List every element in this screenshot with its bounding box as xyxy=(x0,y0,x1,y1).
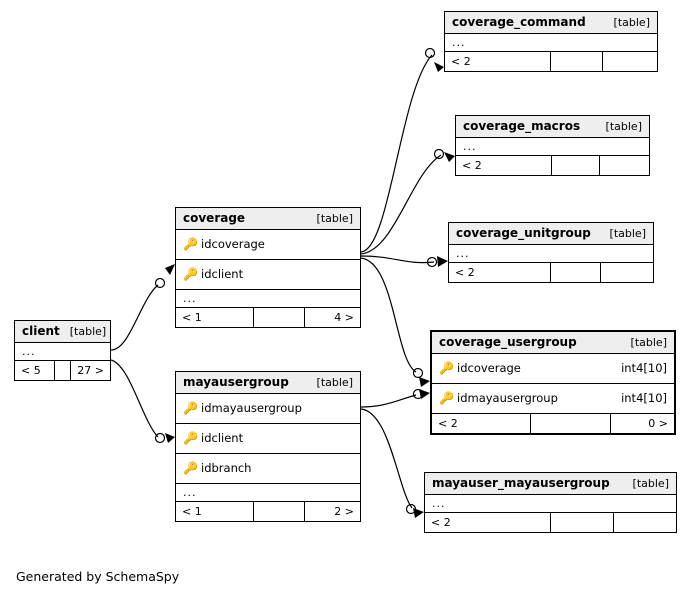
column-name: idmayausergroup xyxy=(457,391,558,405)
table-ellipsis-row xyxy=(449,245,653,263)
table-header xyxy=(432,332,674,354)
table-name: coverage_macros xyxy=(463,119,581,133)
table-column-row[interactable] xyxy=(432,384,674,414)
footer-right xyxy=(601,263,653,282)
footer-right xyxy=(614,513,676,532)
table-header xyxy=(15,321,110,343)
table-column-row[interactable] xyxy=(432,354,674,384)
table-node-client[interactable] xyxy=(14,320,111,381)
table-name: coverage_usergroup xyxy=(439,335,577,349)
footer-right xyxy=(603,52,657,71)
primary-key-icon: 🔑 xyxy=(183,237,198,251)
footer-right xyxy=(600,156,649,175)
table-ellipsis-row xyxy=(15,343,110,361)
footer-left: < 1 xyxy=(176,308,254,327)
table-tag: [table] xyxy=(605,120,642,133)
table-header xyxy=(445,12,657,34)
table-header xyxy=(449,223,653,245)
table-node-mayauser-mayausergroup[interactable] xyxy=(424,472,677,533)
column-name: idclient xyxy=(201,267,244,281)
table-column-row[interactable] xyxy=(176,454,360,484)
table-header xyxy=(176,372,360,394)
footer-left: < 2 xyxy=(432,414,531,433)
table-header xyxy=(425,473,676,495)
table-header xyxy=(456,116,649,138)
table-tag: [table] xyxy=(316,376,353,389)
ellipsis-label: ... xyxy=(456,247,470,260)
table-ellipsis-row xyxy=(425,495,676,513)
footer-middle xyxy=(254,502,305,521)
primary-key-icon: 🔑 xyxy=(439,391,454,405)
footer-right: 0 > xyxy=(648,417,668,430)
table-node-coverage[interactable] xyxy=(175,207,361,328)
footer-middle xyxy=(552,156,601,175)
column-name: idmayausergroup xyxy=(201,401,302,415)
foreign-key-icon: 🔑 xyxy=(183,267,198,281)
column-name: idcoverage xyxy=(457,361,521,375)
table-node-coverage-unitgroup[interactable] xyxy=(448,222,654,283)
table-column-row[interactable] xyxy=(176,260,360,290)
foreign-key-icon: 🔑 xyxy=(183,431,198,445)
table-node-coverage-macros[interactable] xyxy=(455,115,650,176)
footer-right: 2 > xyxy=(334,505,354,518)
table-footer xyxy=(425,513,676,532)
column-name: idclient xyxy=(201,431,244,445)
footer-middle xyxy=(254,308,305,327)
table-footer xyxy=(432,414,674,433)
table-node-mayausergroup[interactable] xyxy=(175,371,361,522)
primary-key-icon: 🔑 xyxy=(439,361,454,375)
generated-by-label: Generated by SchemaSpy xyxy=(16,569,180,584)
table-ellipsis-row xyxy=(456,138,649,156)
ellipsis-label: ... xyxy=(452,36,466,49)
table-column-row[interactable] xyxy=(176,424,360,454)
table-header xyxy=(176,208,360,230)
table-ellipsis-row xyxy=(445,34,657,52)
table-column-row[interactable] xyxy=(176,394,360,424)
footer-middle xyxy=(551,52,604,71)
footer-middle xyxy=(551,513,614,532)
table-node-coverage-usergroup[interactable] xyxy=(430,330,676,435)
table-ellipsis-row xyxy=(176,290,360,308)
foreign-key-icon: 🔑 xyxy=(183,461,198,475)
footer-middle xyxy=(55,361,71,380)
table-tag: [table] xyxy=(609,227,646,240)
table-tag: [table] xyxy=(316,212,353,225)
table-name: client xyxy=(22,324,60,338)
column-type: int4[10] xyxy=(621,391,667,405)
column-type: int4[10] xyxy=(621,361,667,375)
ellipsis-label: ... xyxy=(183,292,197,305)
table-column-row[interactable] xyxy=(176,230,360,260)
primary-key-icon: 🔑 xyxy=(183,401,198,415)
table-name: coverage_unitgroup xyxy=(456,226,591,240)
table-tag: [table] xyxy=(632,477,669,490)
footer-left: < 2 xyxy=(425,513,551,532)
ellipsis-label: ... xyxy=(22,345,36,358)
column-name: idbranch xyxy=(201,461,252,475)
footer-middle xyxy=(551,263,602,282)
table-tag: [table] xyxy=(613,16,650,29)
table-footer xyxy=(445,52,657,71)
footer-right: 4 > xyxy=(334,311,354,324)
footer-left: < 2 xyxy=(445,52,551,71)
table-footer xyxy=(449,263,653,282)
table-name: coverage xyxy=(183,211,246,225)
ellipsis-label: ... xyxy=(432,497,446,510)
ellipsis-label: ... xyxy=(183,486,197,499)
table-tag: [table] xyxy=(630,336,667,349)
table-name: mayausergroup xyxy=(183,375,289,389)
table-node-coverage-command[interactable] xyxy=(444,11,658,72)
table-ellipsis-row xyxy=(176,484,360,502)
table-name: mayauser_mayausergroup xyxy=(432,476,610,490)
footer-middle xyxy=(531,414,611,433)
table-tag: [table] xyxy=(69,325,107,338)
footer-left: < 2 xyxy=(449,263,551,282)
footer-right: 27 > xyxy=(77,364,104,377)
table-footer xyxy=(176,308,360,327)
table-name: coverage_command xyxy=(452,15,586,29)
table-footer xyxy=(15,361,110,380)
ellipsis-label: ... xyxy=(463,140,477,153)
footer-left: < 1 xyxy=(176,502,254,521)
table-footer xyxy=(176,502,360,521)
table-footer xyxy=(456,156,649,175)
footer-left: < 2 xyxy=(456,156,552,175)
footer-left: < 5 xyxy=(15,361,55,380)
column-name: idcoverage xyxy=(201,237,265,251)
